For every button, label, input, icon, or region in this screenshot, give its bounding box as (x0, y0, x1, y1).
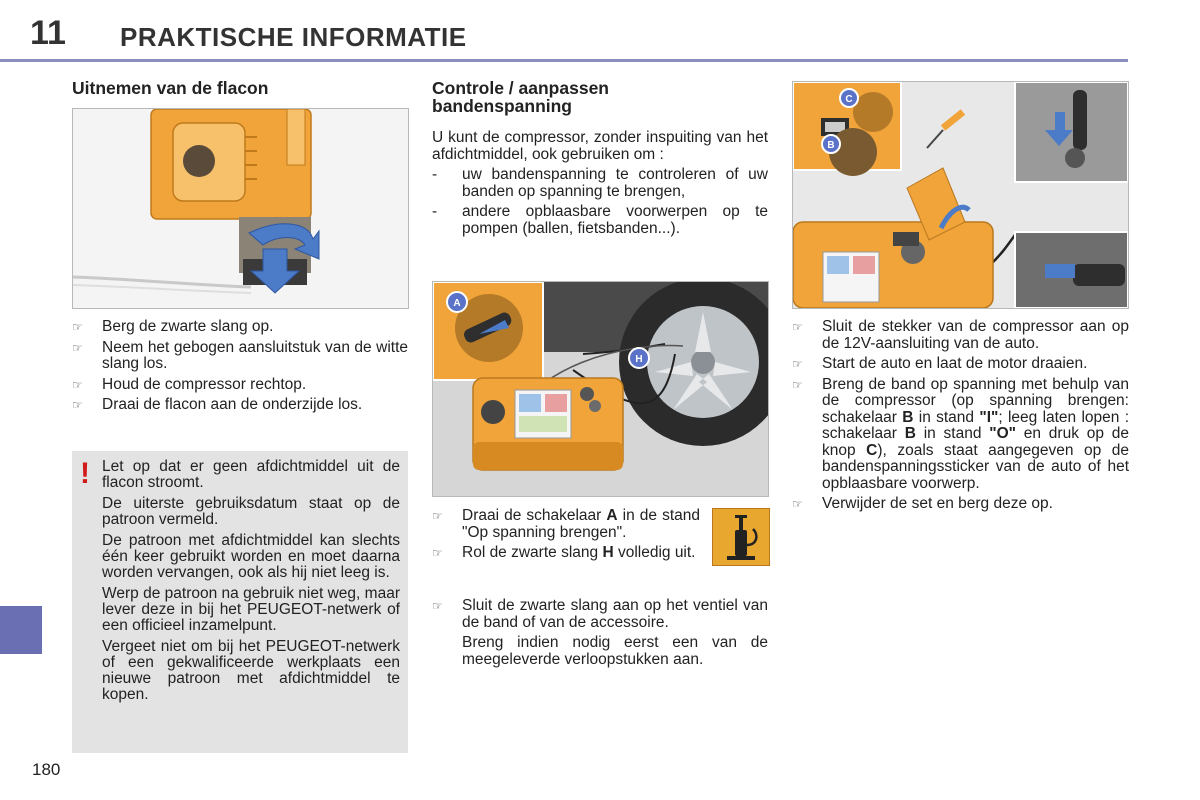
pointing-hand-icon: ☞ (432, 599, 443, 613)
list-item: ☞ Neem het gebogen aansluitstuk van de witte slang los. (72, 338, 408, 372)
step-note: Breng indien nodig eerst een van de meegeleverde verloopstukken aan. (462, 634, 768, 668)
pointing-hand-icon: ☞ (792, 377, 803, 392)
pointing-hand-icon: ☞ (432, 546, 443, 560)
pointing-hand-icon: ☞ (72, 377, 83, 392)
intro-text: U kunt de compressor, zonder inspuiting van het afdichtmiddel, ook gebruiken om : (432, 129, 768, 163)
warning-paragraph: Werp de patroon na gebruik niet weg, maar lever deze in bij het PEUGEOT-netwerk of een officieel inzamelpunt. (102, 585, 400, 634)
warning-paragraph: Vergeet niet om bij het PEUGEOT-netwerk of een gekwalificeerde werkplaats een nieuwe patroon met afdichtmiddel te kopen. (102, 638, 400, 703)
list-item: ☞ Sluit de zwarte slang aan op het ventiel van de band of van de accessoire. (432, 597, 768, 631)
label-c: C (845, 94, 853, 105)
chapter-title: PRAKTISCHE INFORMATIE (120, 22, 467, 52)
pointing-hand-icon: ☞ (792, 497, 803, 511)
label-h: H (635, 354, 643, 365)
compressor-tyre-illustration (433, 282, 768, 496)
list-item: ☞ Rol de zwarte slang H volledig uit. (432, 544, 696, 561)
heading-remove-flacon: Uitnemen van de flacon (72, 78, 269, 98)
list-item: ☞ Verwijder de set en berg deze op. (792, 495, 1053, 512)
chapter-side-tab (0, 606, 42, 654)
list-item: ☞ Draai de flacon aan de onderzijde los. (72, 396, 363, 413)
chapter-number: 11 (30, 14, 66, 52)
list-item: - uw bandenspanning te controleren of uw banden op spanning te brengen, (432, 166, 768, 200)
tyre-pump-icon (712, 508, 770, 566)
warning-paragraph: De uiterste gebruiksdatum staat op de patroon vermeld. (102, 495, 400, 528)
page-number: 180 (32, 760, 61, 779)
list-item: ☞ Sluit de stekker van de compressor aan op de 12V-aansluiting van de auto. (792, 318, 1129, 352)
warning-icon: ! (80, 457, 90, 490)
label-a: A (453, 298, 461, 309)
warning-paragraph: De patroon met afdichtmiddel kan slechts één keer gebruikt worden en moet daarna worden vervangen, ook als hij niet leeg is. (102, 532, 400, 581)
list-item: - andere opblaasbare voorwerpen op te pompen (ballen, fietsbanden...). (432, 203, 768, 237)
pointing-hand-icon: ☞ (792, 320, 803, 334)
warning-box (72, 451, 408, 753)
pointing-hand-icon: ☞ (72, 340, 83, 355)
label-b: B (827, 140, 835, 151)
header-rule (0, 59, 1128, 62)
warning-paragraph: Let op dat er geen afdichtmiddel uit de flacon stroomt. (102, 458, 400, 491)
list-item: ☞ Start de auto en laat de motor draaien. (792, 355, 1088, 372)
figure-flacon-removal (72, 108, 409, 309)
pointing-hand-icon: ☞ (432, 509, 443, 523)
figure-compressor-switches (792, 81, 1129, 309)
list-item: ☞ Draai de schakelaar A in de stand "Op spanning brengen". (432, 507, 700, 541)
pointing-hand-icon: ☞ (792, 357, 803, 371)
pump-icon-glyph (713, 509, 769, 565)
pointing-hand-icon: ☞ (72, 398, 83, 412)
list-item: ☞ Houd de compressor rechtop. (72, 375, 307, 393)
list-item: ☞ Breng de band op spanning met behulp van de compressor (op spanning brengen: schakelaar B in stand "I"; leeg laten lopen : schakelaar B in stand "O" en druk op de knop C), zoals staat aangegeven op de bandenspanningssticker van de auto of het opblaasbare voorwerp. (792, 375, 1130, 492)
pointing-hand-icon: ☞ (72, 320, 83, 334)
list-item: ☞ Berg de zwarte slang op. (72, 318, 274, 335)
flacon-illustration (73, 109, 408, 308)
figure-compressor-tyre (432, 281, 769, 497)
compressor-switches-illustration (793, 82, 1128, 308)
heading-check-pressure: Controle / aanpassen bandenspanning (432, 78, 609, 116)
